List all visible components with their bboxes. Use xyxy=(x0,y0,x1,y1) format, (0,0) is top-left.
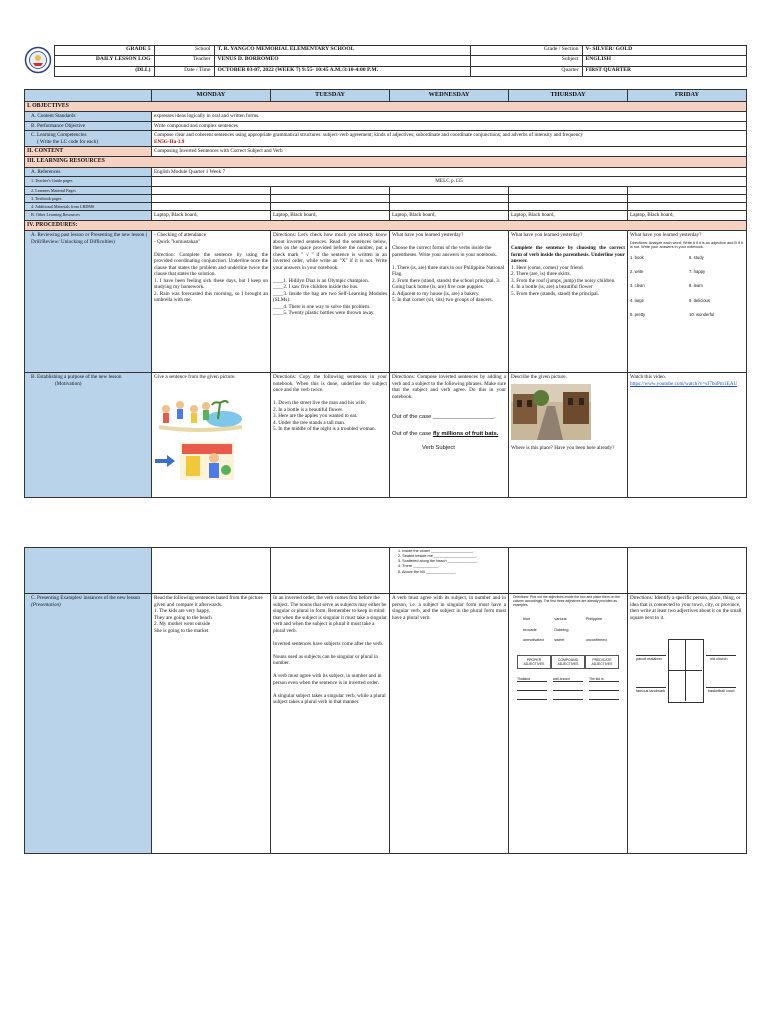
grade-label: GRADE 5 xyxy=(54,46,154,56)
learning-competencies-sub: ( Write the LC code for each) xyxy=(37,138,99,145)
subject-label: Subject xyxy=(470,56,582,66)
inverted-example-2b: fly millions of fruit bats. xyxy=(432,431,499,438)
wed-list-item: 4. There ____________. xyxy=(398,564,440,569)
other-resources-label: B. Other Learning Resources xyxy=(25,211,152,221)
column-head: PREDICATE ADJECTIVES xyxy=(585,655,619,669)
inverted-example xyxy=(392,414,506,452)
procedures-heading: IV. PROCEDURES: xyxy=(25,220,747,230)
presenting-examples-sub: (Presentation) xyxy=(31,601,61,608)
purpose-lesson-title: B. Establishing a purpose of the new lesson xyxy=(31,374,122,381)
youtube-video-link[interactable]: https://www.youtube.com/watch?v=sJ7buPm1EAU xyxy=(630,380,738,387)
quarter-value: FIRST QUARTER xyxy=(582,66,746,76)
dll-abbr: (DLL) xyxy=(54,66,154,76)
ws-item: 4. large xyxy=(630,297,644,303)
datetime-label: Date / Time xyxy=(154,66,214,76)
adjective-sort-worksheet xyxy=(511,595,625,700)
other-resources-thursday: Laptop, Black board, xyxy=(509,211,628,221)
wed-list-item: 5. Above the hill ______________. xyxy=(398,569,457,574)
day-header-row xyxy=(25,90,747,102)
content-value: Composing Inverted Sentences with Correct Subject and Verb xyxy=(152,147,747,157)
adjective-word: sweet xyxy=(554,638,565,643)
wed-list-item: 3. Scattered along the beach ______________. xyxy=(398,559,479,564)
adjective-sort-title: Directions: Pick out the adjectives inside the box and place them on the column accordingly. The first three adjectives are already provided as examples. xyxy=(513,595,621,608)
review-wednesday: What have you learned yesterday? Choose the correct forms of the verbs inside the parentheses. Write your answers in your notebook. 1. There (is, are) three stars in our Philippine National Flag. 2. From there (stand, stands) the school principal. 3. Going back home (is, are) five cute puppies. 4. Adjacent to my house (is, are) a bakery. 5. In that corner (sit, sits) two groups of dancers. xyxy=(390,231,509,373)
teacher-label: Teacher xyxy=(154,56,214,66)
column-head: PROPER ADJECTIVES xyxy=(517,655,551,669)
teachers-guide-value: MELC p.135 xyxy=(152,177,747,187)
purpose-thursday-text: Describe the given picture. xyxy=(511,374,567,381)
learning-competencies-label xyxy=(25,131,152,147)
purpose-wednesday xyxy=(390,373,509,498)
teachers-guide-label: 1. Teacher's Guide pages xyxy=(25,177,152,187)
adjective-worksheet-title: Directions: Analyze each word. Write A if it is an adjective and B if it is not. Write your answers in your notebook. xyxy=(630,240,743,250)
learning-competencies-title: C. Learning Competencies xyxy=(31,132,87,139)
adjective-word: various xyxy=(554,617,567,622)
column-head: COMPOUND ADJECTIVES xyxy=(551,655,585,669)
inverted-example-2a: Out of the case xyxy=(392,431,433,438)
example-answer: Thailand xyxy=(517,677,547,682)
content-standards-value: expresses ideas logically in oral and written forms. xyxy=(152,112,747,122)
day-wednesday: WEDNESDAY xyxy=(390,90,509,102)
competency-text: Compose clear and coherent sentences using appropriate grammatical structures: subject-verb agreement; kinds of adjectives; subordinate and coordinate conjunctions; and adverbs of intensity and frequency xyxy=(154,132,584,139)
wed-list-item: 2. Seated beside me ____________________. xyxy=(398,554,478,559)
connection-diagram xyxy=(630,633,744,713)
textbook-pages-label: 3. Textbook pages xyxy=(25,194,152,202)
objectives-heading: I. OBJECTIVES xyxy=(25,102,747,112)
review-thursday xyxy=(509,231,628,373)
connection-label: basketball court xyxy=(708,689,735,693)
dll-main-table xyxy=(24,89,746,498)
ws-item: 7. happy xyxy=(689,269,706,275)
learning-resources-heading: III. LEARNING RESOURCES xyxy=(25,157,747,167)
purpose-thursday xyxy=(509,373,628,498)
deped-seal-cell xyxy=(24,46,54,77)
presentation-friday xyxy=(628,594,747,854)
adjective-word: unmotivated xyxy=(523,638,544,643)
other-resources-friday: Laptop, Black board, xyxy=(628,211,747,221)
adjective-word: Dubbing xyxy=(554,627,569,632)
purpose-friday-text: Watch this video. xyxy=(630,374,667,381)
ws-item: 3. clean xyxy=(630,283,645,289)
datetime-value: OCTOBER 03-07, 2022 (WEEK 7) 9:55- 10:45 A.M./3:10-4:00 P.M. xyxy=(214,66,470,76)
ws-item: 2. write xyxy=(630,269,644,275)
references-value: English Module Quarter 1 Week 7 xyxy=(152,167,747,177)
purpose-monday xyxy=(152,373,271,498)
other-resources-tuesday: Laptop, Black board, xyxy=(271,211,390,221)
content-heading: II. CONTENT xyxy=(25,147,152,157)
inverted-example-1: Out of the case ___________________. xyxy=(392,414,496,421)
review-thursday-question: What have you learned yesterday? xyxy=(511,232,583,239)
dll-title: DAILY LESSON LOG xyxy=(54,56,154,66)
wed-list-item: 1. Inside the closet ____________________. xyxy=(398,549,475,553)
purpose-thursday-question: Where is this place? Have you been here already? xyxy=(511,445,615,452)
purpose-monday-text: Give a sentence from the given picture. xyxy=(154,374,236,381)
purpose-wednesday-text: Directions: Compose inverted sentences by adding a verb and a subject to the following phrases. Make sure that the subject and verb agree. Do this in your notebook. xyxy=(392,374,506,400)
grade-section-value: V- SILVER/ GOLD xyxy=(582,46,746,56)
presentation-friday-text: Directions: Identify a specific person, place, thing, or idea that is connected to your town, city, or province, then write at least two adjectives about it on the small square next to it. xyxy=(630,595,742,621)
ws-item: 5. pretty xyxy=(630,311,646,317)
purpose-lesson-label xyxy=(25,373,152,498)
adjective-word: blue xyxy=(523,617,531,622)
presenting-examples-title: C. Presenting Examples/ instances of the new lesson xyxy=(31,595,140,601)
ws-item: 1. book xyxy=(630,254,644,260)
example-answer: well-known xyxy=(553,677,583,682)
school-label: School xyxy=(154,46,214,56)
adjective-word: Philippine xyxy=(585,617,603,622)
performance-objective-value: Write compound and complex sentences xyxy=(152,121,747,131)
school-value: T. R. YANGCO MEMORIAL ELEMENTARY SCHOOL xyxy=(214,46,470,56)
review-monday: - Checking of attendance - Quick "kumustahan" Direction: Complete the sentence by using the provided coordinating conjunction. Underline once the clause that states the problem and underline twice the clause that states the solution. 1. I have been feeling sick these days, but I keep on studying my homework. 2. Rain was forecasted this morning, so I brought an umbrella with me. xyxy=(152,231,271,373)
adjective-word: brocade xyxy=(523,627,537,632)
mother-market-image xyxy=(180,442,234,480)
learning-competencies-value xyxy=(152,131,747,147)
day-monday: MONDAY xyxy=(152,90,271,102)
connection-label: famous landmark xyxy=(636,689,666,693)
grade-section-label: Grade / Section xyxy=(470,46,582,56)
example-answer: The kid is xyxy=(589,677,619,682)
purpose-lesson-sub: (Motivation) xyxy=(55,380,82,387)
arrow-right-icon xyxy=(154,454,176,468)
adjective-word: unconfirmed xyxy=(585,638,607,643)
teacher-value: VENUS D. BORROMEO xyxy=(214,56,470,66)
connection-label: pancit malabon xyxy=(636,657,662,661)
purpose-tuesday: Directions: Copy the following sentences in your notebook. When this is done, underline the subject once and the verb twice. 1. Down the street live the man and his wife. 2. In a bottle is a beautiful flower. 3. Here are the apples you wanted to eat. 4. Under the tree stands a tall man. 5. In the middle of the night is a troubled woman. xyxy=(271,373,390,498)
review-friday-question: What have you learned yesterday? xyxy=(630,232,702,239)
other-resources-wednesday: Laptop, Black board, xyxy=(390,211,509,221)
additional-materials-label: 4. Additional Materials from LRDMS xyxy=(25,203,152,211)
dll-header xyxy=(24,45,746,77)
wednesday-continued-list xyxy=(390,548,509,594)
review-friday xyxy=(628,231,747,373)
connection-label: old church xyxy=(710,657,728,661)
ws-item: 6. study xyxy=(689,254,704,260)
performance-objective-label: B. Performance Objective xyxy=(25,121,152,131)
presentation-monday: Read the following sentences based from the picture given and compare it afterwards. 1. The kids are very happy. They are going to the beach 2. My mother went outside She is going to the market xyxy=(152,594,271,854)
presentation-tuesday: In an inverted order, the verb comes first before the subject. The nouns that serve as subjects may either be singular or plural in form. Remember to keep in mind that when the subject is singular it must take a singular verb and when the subject is plural it must take a plural verb. Inverted sentences have subjects come after the verb. Nouns used as subjects can be singular or plural in number. A verb must agree with its subject, in number and in person even when the sentence is in inverted order. A singular subject takes a singular verb, while a plural subject takes a plural verb in that manner. xyxy=(271,594,390,854)
review-tuesday: Directions: Let's check how much you already know about inverted sentences. Read the sentences below, then on the space provided before the number, put a check mark " √ " if the sentence is written in an inverted order, while write an "X" if it is not. Write your answers in your notebook. ____1. Hidilyn Diaz is an Olympic champion. ____2. I saw five children inside the bus. ____3. Inside the bag are two Self-Learning Modules (SLMs). ____4. There is one way to solve this problem. ____5. Twenty plastic bottles were thrown away. xyxy=(271,231,390,373)
old-town-street-image xyxy=(511,384,591,440)
deped-seal-icon xyxy=(24,46,52,74)
review-thursday-instruction: Complete the sentence by choosing the correct form of verb inside the parenthesis. Underline your answer. xyxy=(511,245,625,265)
inverted-example-3: Verb Subject xyxy=(422,444,455,451)
ws-item: 9. delicious xyxy=(689,297,710,303)
references-label: A. References xyxy=(25,167,152,177)
presenting-examples-label xyxy=(25,594,152,854)
dll-page-two xyxy=(24,547,746,854)
kids-beach-image xyxy=(154,389,244,437)
day-friday: FRIDAY xyxy=(628,90,747,102)
learners-material-label: 2. Learners Material Pages xyxy=(25,186,152,194)
presentation-wednesday: A verb must agree with its subject, in number and in person, i.e. a subject in singular form must have a singular verb, and the subject in the plural form must have a plural verb. xyxy=(390,594,509,854)
review-lesson-label: A. Reviewing past lesson or Presenting the new lesson ( Drill/Review/ Unlocking of Difficulties) xyxy=(25,231,152,373)
ws-item: 8. learn xyxy=(689,283,703,289)
day-thursday: THURSDAY xyxy=(509,90,628,102)
adjective-worksheet xyxy=(630,241,744,317)
quarter-label: Quarter xyxy=(470,66,582,76)
purpose-friday xyxy=(628,373,747,498)
subject-value: ENGLISH xyxy=(582,56,746,66)
presentation-thursday xyxy=(509,594,628,854)
other-resources-monday: Laptop, Black board, xyxy=(152,211,271,221)
ws-item: 10. wonderful xyxy=(689,311,715,317)
day-tuesday: TUESDAY xyxy=(271,90,390,102)
competency-code: EN5G-IIa-3.9 xyxy=(154,138,185,145)
review-thursday-items: 1. Here (come, comes) your friend. 2. There (are, is) three skirts. 3. From the roof (jumps, jump) the noisy children. 4. In a bottle (is, are) a beautiful flower 5. From there (stands, stand) the principal. xyxy=(511,264,616,297)
content-standards-label: A. Content Standards xyxy=(25,112,152,122)
